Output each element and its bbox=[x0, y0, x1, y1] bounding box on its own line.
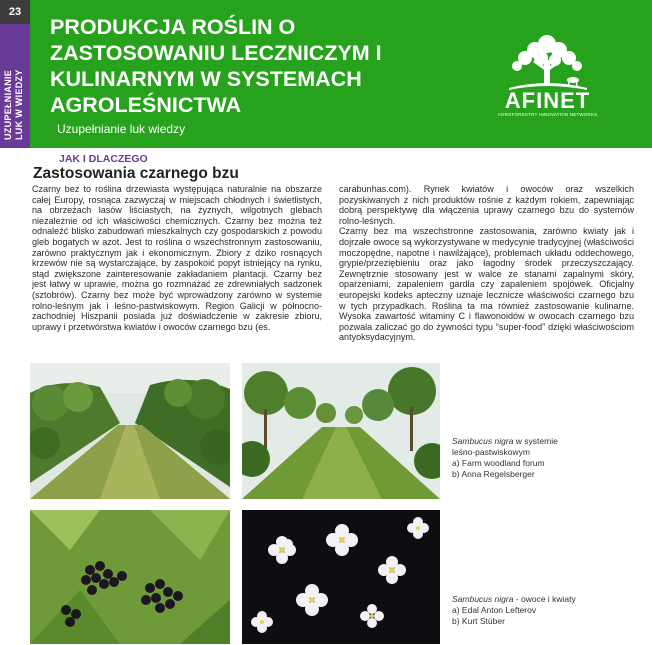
caption-1-line-1 bbox=[452, 436, 642, 447]
side-tab-line-1: UZUPEŁNIANIE bbox=[3, 69, 13, 140]
photo-elder-plantation bbox=[30, 363, 230, 499]
caption-1-credit-a: a) Farm woodland forum bbox=[452, 458, 545, 468]
caption-1-rest: w systemie bbox=[513, 436, 558, 446]
page-subtitle: Uzupełnianie luk wiedzy bbox=[57, 122, 186, 136]
afinet-logo-text: AFINET bbox=[504, 88, 591, 113]
title-line-4: AGROLEŚNICTWA bbox=[50, 93, 242, 117]
section-label: JAK I DLACZEGO bbox=[59, 153, 148, 165]
photo-elder-silvopasture bbox=[242, 363, 440, 499]
article-column-right bbox=[339, 184, 634, 343]
page-title bbox=[50, 14, 470, 118]
caption-fruit-flowers bbox=[452, 594, 642, 627]
photo-elderberry-fruit bbox=[30, 510, 230, 644]
title-line-3: KULINARNYM W SYSTEMACH bbox=[50, 67, 362, 91]
article-paragraph-1: carabunhas.com). Rynek kwiatów i owoców oraz wszelkich pozyskiwanych z nich produktów rośnie z każdym rokiem, zapewniając dobrą perspektywę dla włączenia uprawy czarnego bzu do systemów rolno-leśnych. bbox=[339, 184, 634, 226]
caption-2-rest: - owoce i kwiaty bbox=[513, 594, 576, 604]
page-number: 23 bbox=[0, 0, 30, 24]
caption-1-credit-b: b) Anna Regelsberger bbox=[452, 469, 535, 479]
article-column-left: Czarny bez to roślina drzewiasta występująca naturalnie na obszarze całej Europy, rosnąca zazwyczaj w miejscach chłodnych i świetlistych, na obrzeżach lasów liściastych, na żyznych, wilgotnych glebach niezależnie od ich właściwości chemicznych. Czarny bez można też odnaleźć blisko zabudowań mieszkalnych czy gospodarskich z powodu gleb bogatych w azot. Jest to roślina o wszechstronnym zastosowaniu, zarówno praktycznym jak i ekonomicznym. Zbiory z dziko rosnących krzewów nie są wystarczające, by zaspokoić popyt istniejący na rynku, stąd zwiększone zainteresowanie zakładaniem plantacji. Czarny bez jest łatwy w uprawie, można go rozmnażać ze zdrewniałych sadzonek (sztobrów). Czarny bez może być wprowadzony zarówno w systemie rolno-leśnym jak i leśno-pastwiskowym. Region Galicji w północno-zachodniej Hiszpanii posiada już doświadczenie w zakresie zbioru, uprawy i przetwórstwa kwiatów i owoców czarnego bzu (es. bbox=[32, 184, 322, 332]
side-tab-line-2: LUK W WIEDZY bbox=[14, 69, 24, 140]
caption-2-species: Sambucus nigra bbox=[452, 594, 514, 604]
photo-elderflower bbox=[242, 510, 440, 644]
caption-1-species: Sambucus nigra bbox=[452, 436, 514, 446]
title-line-1: PRODUKCJA ROŚLIN O bbox=[50, 15, 296, 39]
caption-2-line-1 bbox=[452, 594, 642, 605]
caption-silvopasture bbox=[452, 436, 642, 480]
title-line-2: ZASTOSOWANIU LECZNICZYM I bbox=[50, 41, 382, 65]
caption-1-line-2: leśno-pastwiskowym bbox=[452, 447, 530, 457]
caption-2-credit-b: b) Kurt Stüber bbox=[452, 616, 505, 626]
afinet-logo-tagline: AGROFORESTRY INNOVATION NETWORKS bbox=[497, 112, 598, 117]
section-title: Zastosowania czarnego bzu bbox=[33, 165, 239, 182]
article-paragraph-2: Czarny bez ma wszechstronne zastosowania, zarówno kwiaty jak i dojrzałe owoce są wykorzystywane w medycynie tradycyjnej (właściwości moczopędne, napotne i nawilżające), problemach układu oddechowego, grypie/przeziębieniu oraz jako łagodny środek przeczyszczający. Zewnętrznie stosowany jest w walce ze stanami zapalnymi skóry, oparzeniami, zapaleniem gardła czy zapaleniem spojówek. Oficjalny europejski kodeks apteczny uznaje lecznicze właściwości czarnego bzu w tych przypadkach. Roślina ta ma również zastosowanie kulinarne. Wysoka zawartość witaminy C i flawonoidów w owocach czarnego bzu pozwala zaliczać go do żywności typu “super-food” dzięki właściwościom antyoksydacyjnym. bbox=[339, 226, 634, 343]
caption-2-credit-a: a) Edal Anton Lefterov bbox=[452, 605, 537, 615]
side-tab-label bbox=[3, 20, 25, 140]
